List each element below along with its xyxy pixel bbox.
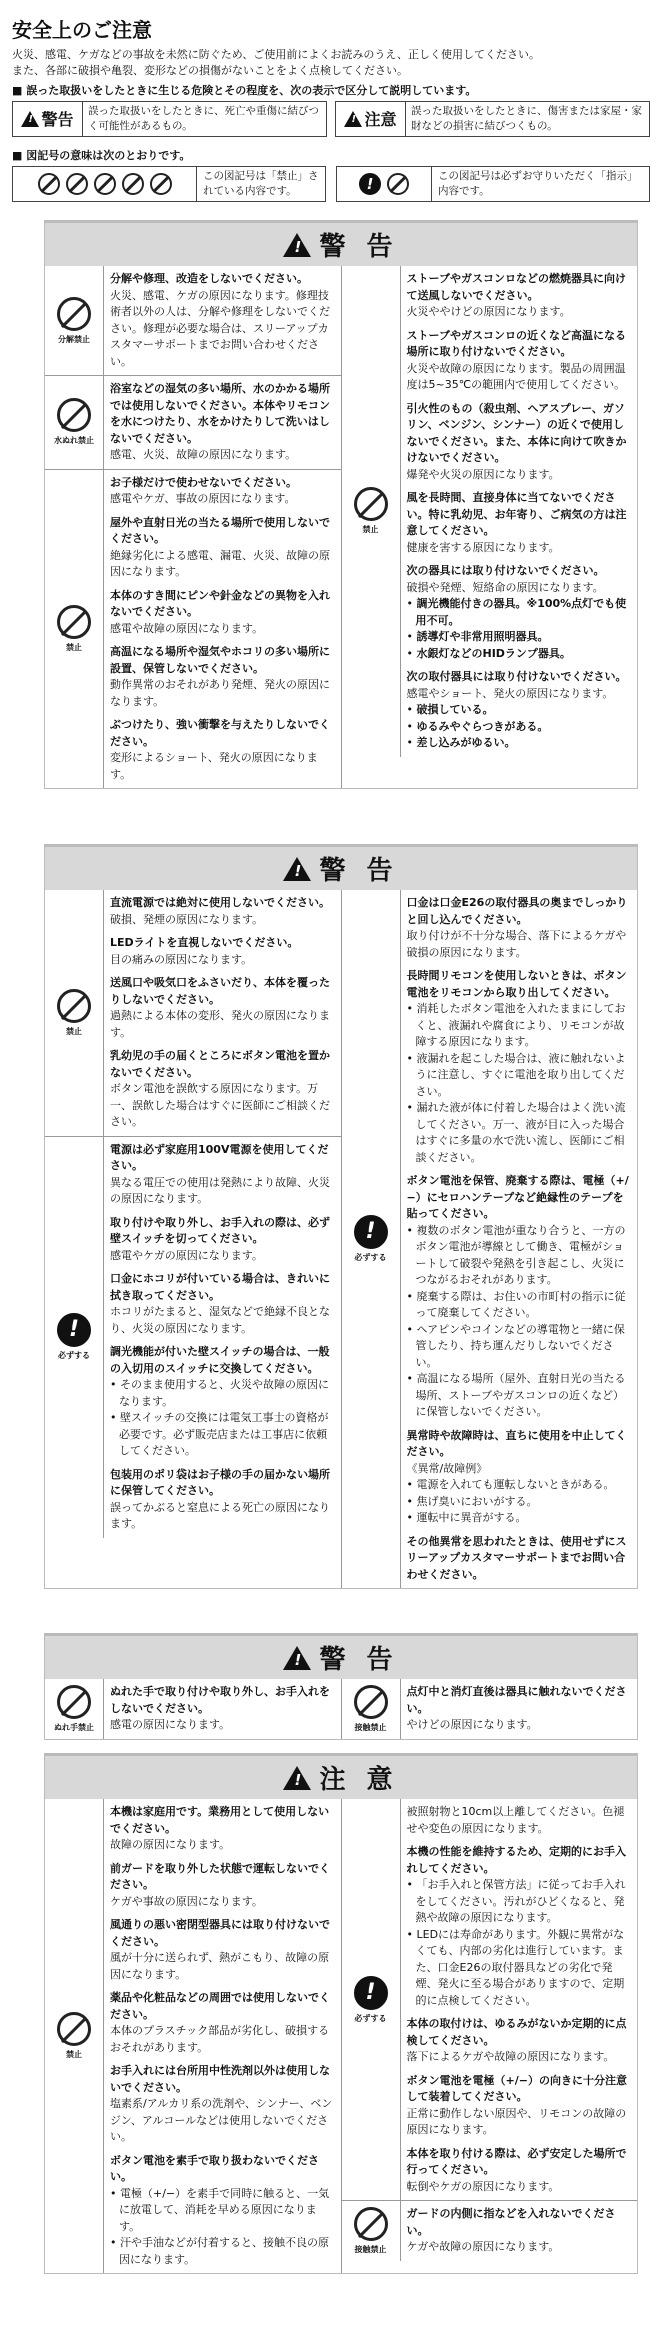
warning-item	[407, 2146, 632, 2196]
warning-detail: やけどの原因になります。	[406, 1718, 538, 1731]
warning-heading: 長時間リモコンを使用しないときは、ボタン電池をリモコンから取り出してください。	[406, 969, 627, 999]
panel-column-right	[341, 1679, 638, 1739]
warning-item	[407, 328, 632, 394]
warning-item	[110, 1467, 335, 1533]
warning-item	[110, 1917, 335, 1983]
bullet-item: • 焦げ臭いにおいがする。	[406, 1494, 538, 1508]
warning-item	[110, 1215, 335, 1265]
warning-item	[407, 1428, 632, 1527]
warning-detail: 正常に動作しない原因や、リモコンの故障の原因になります。	[406, 2106, 627, 2136]
warning-detail: 感電やケガ、事故の原因になります。	[110, 492, 296, 505]
warning-detail: 《異常/故障例》	[406, 1461, 488, 1475]
prohibit-icon	[354, 487, 388, 521]
panel-column-right	[341, 890, 638, 1588]
warning-triangle-icon	[283, 857, 311, 881]
warning-triangle-icon	[283, 233, 311, 257]
warning-triangle-icon	[21, 111, 39, 127]
warning-item	[407, 1844, 632, 2009]
warning-item	[110, 1861, 335, 1911]
warning-item	[110, 975, 335, 1041]
warning-group	[45, 1137, 341, 1538]
panel-header	[45, 220, 637, 266]
prohibit-icon	[57, 1685, 91, 1719]
icon-caption: 接触禁止	[354, 2244, 387, 2254]
bullet-item: • 「お手入れと保管方法」に従ってお手入れをしてください。汚れがひどくなると、発熱や故障の原因になります。	[406, 1878, 626, 1924]
warning-item	[110, 2153, 335, 2269]
warning-heading: 送風口や吸気口をふさいだり、本体を覆ったりしないでください。	[110, 976, 330, 1006]
mandatory-icon	[359, 173, 381, 195]
mandatory-icon	[57, 1313, 91, 1347]
warning-heading: 次の器具には取り付けないでください。	[406, 564, 605, 577]
warning-heading: ぶつけたり、強い衝撃を与えたりしないでください。	[110, 718, 330, 748]
warning-item	[110, 1344, 335, 1460]
intro-line-1: 火災、感電、ケガなどの事故を未然に防ぐため、ご使用前によくお読みのうえ、正しく使用してください。	[12, 48, 540, 61]
warning-detail: ホコリがたまると、湿気などで絶縁不良となり、火災の原因になります。	[110, 1305, 330, 1335]
warning-group	[342, 1799, 638, 2201]
warning-heading: 本機は家庭用です。業務用として使用しないでください。	[110, 1805, 330, 1835]
warning-heading: ボタン電池を保管、廃棄する際は、電極（+/−）にセロハンテープなど絶縁性のテープを貼ってください。	[406, 1174, 629, 1220]
warning-heading: 風を長時間、直接身体に当てないでください。特に乳幼児、お年寄り、ご病気の方は注意してください。	[406, 491, 627, 537]
bullet-item: • そのまま使用すると、火災や故障の原因になります。	[110, 1378, 329, 1408]
caution-triangle-icon	[344, 111, 362, 127]
symbol-prohibit: この図記号は「禁止」されている内容です。	[12, 166, 326, 202]
icon-caption: 禁止	[66, 2050, 82, 2059]
prohibit-icon	[57, 297, 91, 331]
bullet-item: • 誘導灯や非常用照明器具。	[406, 630, 549, 643]
warning-detail: 感電やケガの原因になります。	[110, 1248, 263, 1262]
warning-heading: 包装用のポリ袋はお子様の手の届かない場所に保管してください。	[110, 1467, 330, 1497]
bullet-item: • ゆるみやぐらつきがある。	[406, 719, 549, 733]
icon-caption: ぬれ手禁止	[54, 1722, 94, 1732]
warning-item	[110, 1990, 335, 2056]
caution-panel	[44, 1753, 638, 2274]
warning-item	[407, 968, 632, 1166]
warning-detail: 感電、火災、故障の原因になります。	[110, 448, 297, 461]
bullet-item: • 消耗したボタン電池を入れたままにしておくと、液漏れや腐食により、リモコンが故障する原因になります。	[406, 1002, 626, 1048]
panel-column-left	[45, 890, 341, 1588]
warning-heading: 前ガードを取り外した状態で運転しないでください。	[110, 1861, 330, 1891]
warning-group	[342, 2201, 638, 2261]
icon-caption: 分解禁止	[58, 334, 90, 344]
warning-detail: 火災や故障の原因になります。製品の周囲温度は5~35℃の範囲内で使用してください。	[406, 361, 626, 391]
warning-detail: 破損、発煙の原因になります。	[110, 912, 264, 926]
warning-heading: その他異常を思われたときは、使用せずにスリーアップカスタマーサポートまでお問い合わせください。	[406, 1534, 627, 1581]
panel-title: 警 告	[319, 856, 399, 886]
warning-item	[110, 515, 335, 581]
warning-detail: 絶縁劣化による感電、漏電、火災、故障の原因になります。	[110, 548, 330, 578]
symbols-title: ■ 図記号の意味は次のとおりです。	[12, 148, 191, 162]
warning-heading: ストーブやガスコンロなどの燃焼器具に向けて送風しないでください。	[406, 272, 626, 302]
warning-heading: 本体のすき間にピンや針金などの異物を入れないでください。	[110, 588, 330, 618]
bullet-item: • 汗や手油などが付着すると、接触不良の原因になります。	[110, 2236, 329, 2266]
prohibit-icon	[38, 173, 60, 195]
warning-item	[110, 1684, 335, 1734]
warning-detail: ケガや故障の原因になります。	[406, 2240, 560, 2253]
symbol-legend	[12, 166, 650, 202]
icon-caption: 必ずする	[354, 1253, 387, 1262]
page-title: 安全上のご注意	[12, 18, 152, 42]
warning-heading: 異常時や故障時は、直ちに使用を中止してください。	[406, 1428, 627, 1458]
warning-detail: 塩素系/アルカリ系の洗剤や、シンナー、ベンジン、アルコールなどは使用しないでください。	[110, 2097, 333, 2143]
warning-detail: 落下によるケガや故障の原因になります。	[406, 2050, 615, 2063]
warning-item	[407, 1534, 632, 1584]
bullet-item: • 水銀灯などのHIDランプ器具。	[406, 646, 571, 660]
warning-heading: 本体の取付けは、ゆるみがないか定期的に点検してください。	[406, 2017, 627, 2047]
bullet-item: • ヘアピンやコインなどの導電物と一緒に保管したり、持ち運んだりしないでください。	[406, 1322, 625, 1369]
panel-title: 注 意	[319, 1765, 399, 1795]
warning-detail: 動作異常のおそれがあり発煙、発火の原因になります。	[110, 678, 330, 708]
warning-detail: 故障の原因になります。	[110, 1838, 231, 1851]
warning-panel-3	[44, 1633, 638, 1740]
bullet-item: • 電源を入れても運転しないときがある。	[406, 1478, 615, 1491]
bullet-item: • 液漏れを起こした場合は、液に触れないように注意し、すぐに電池を取り出してください。	[406, 1051, 626, 1098]
prohibit-icon	[354, 1685, 388, 1719]
warning-heading: 口金にホコリが付いている場合は、きれいに拭き取ってください。	[110, 1272, 330, 1302]
warning-item	[110, 644, 335, 710]
warning-triangle-icon	[283, 1646, 311, 1670]
warning-detail: ボタン電池を誤飲する原因になります。万一、誤飲した場合はすぐに医師にご相談ください。	[110, 1082, 330, 1128]
warning-group	[45, 1679, 341, 1739]
warning-heading: 浴室などの湿気の多い場所、水のかかる場所では使用しないでください。本体やリモコンを水につけたり、水をかけたりして洗いはしないでください。	[110, 382, 330, 445]
warning-group	[45, 470, 341, 789]
hazard-lead: ■ 誤った取扱いをしたときに生じる危険とその程度を、次の表示で区分して説明しています。	[12, 83, 477, 97]
warning-group	[342, 1679, 638, 1739]
bullet-item: • 壁スイッチの交換には電気工事士の資格が必要です。必ず販売店または工事店に依頼してください。	[110, 1411, 329, 1457]
icon-caption: 禁止	[66, 642, 82, 652]
prohibit-icon	[57, 605, 91, 639]
warning-heading: お手入れには台所用中性洗剤以外は使用しないでください。	[110, 2064, 330, 2094]
warning-detail: 被照射物と10cm以上離してください。色褪せや変色の原因になります。	[406, 1805, 625, 1835]
panel-header	[45, 1633, 637, 1679]
warning-item	[110, 1142, 335, 1208]
legend-warning: ! 警告 誤った取扱いをしたときに、死亡や重傷に結びつく可能性があるもの。	[12, 101, 327, 137]
warning-item	[110, 1048, 335, 1131]
warning-detail: 転倒やケガの原因になります。	[406, 2179, 560, 2193]
no-wet-icon	[122, 173, 144, 195]
warning-item	[110, 271, 335, 370]
icon-caption: 接触禁止	[354, 1722, 387, 1732]
panel-header	[45, 844, 637, 890]
warning-item	[407, 1684, 632, 1734]
warning-detail: 火災、感電、ケガの原因になります。修理技術者以外の人は、分解や修理をしないでください。修理が必要な場合は、スリーアップカスタマーサポートまでお問い合わせください。	[110, 288, 330, 368]
mandatory-icon	[354, 1215, 388, 1249]
warning-detail: 感電の原因になります。	[110, 1718, 231, 1731]
bullet-item: • 調光機能付きの器具。※100%点灯でも使用不可。	[406, 597, 627, 627]
warning-item	[110, 1271, 335, 1337]
warning-heading: 直流電源では絶対に使用しないでください。	[110, 896, 330, 909]
warning-item	[407, 1173, 632, 1421]
warning-detail: 破損や発煙、短絡命の原因になります。	[406, 580, 604, 594]
bullet-item: • 差し込みがゆるい。	[406, 736, 516, 749]
warning-heading: 高温になる場所や湿気やホコリの多い場所に設置、保管しないでください。	[110, 645, 330, 675]
bullet-item: • 漏れた液が体に付着した場合はよく洗い流してください。万一、液が目に入った場合はすぐに多量の水で洗い流し、医師にご相談ください。	[406, 1101, 626, 1164]
warning-heading: ボタン電池を電極（+/−）の向きに十分注意して装着してください。	[406, 2073, 627, 2103]
warning-item	[407, 895, 632, 961]
bullet-item: • 破損している。	[406, 703, 494, 716]
warning-detail: 異なる電圧での使用は発熱により故障、火災の原因になります。	[110, 1175, 330, 1205]
warning-item	[407, 401, 632, 484]
warning-heading: 分解や修理、改造をしないでください。	[110, 272, 308, 285]
warning-item	[110, 381, 335, 464]
warning-detail: 本体のプラスチック部品が劣化し、破損するおそれがあります。	[110, 2024, 330, 2054]
warning-item	[407, 2206, 632, 2256]
warning-item	[407, 2016, 632, 2066]
warning-heading: 本機の性能を維持するため、定期的にお手入れしてください。	[406, 1845, 627, 1875]
warning-heading: 調光機能が付いた壁スイッチの場合は、一般の入切用のスイッチに交換してください。	[110, 1345, 330, 1375]
warning-detail: 誤ってかぶると窒息による死亡の原因になります。	[110, 1500, 330, 1530]
warning-heading: 取り付けや取り外し、お手入れの際は、必ず壁スイッチを切ってください。	[110, 1215, 330, 1245]
warning-heading: 乳幼児の手の届くところにボタン電池を置かないでください。	[110, 1049, 330, 1079]
prohibit-icon	[387, 173, 409, 195]
no-touch-icon	[150, 173, 172, 195]
warning-heading: 電源は必ず家庭用100V電源を使用してください。	[110, 1142, 329, 1172]
warning-heading: 引火性のもの（殺虫剤、ヘアスプレー、ガソリン、ベンジン、シンナー）の近くで使用しないでください。また、本体に向けて吹きかけないでください。	[406, 401, 627, 464]
no-disassembly-icon	[94, 173, 116, 195]
icon-caption: 禁止	[362, 525, 379, 535]
prohibit-icon	[57, 2012, 91, 2046]
warning-item	[110, 1804, 335, 1854]
warning-heading: 屋外や直射日光の当たる場所で使用しないでください。	[110, 515, 330, 545]
warning-heading: お子様だけで使わせないでください。	[110, 475, 297, 489]
warning-heading: 風通りの悪い密閉型器具には取り付けないでください。	[110, 1918, 330, 1948]
warning-detail: 過熱による本体の変形、発火の原因になります。	[110, 1009, 330, 1039]
warning-item	[407, 669, 632, 752]
warning-panel-2	[44, 844, 638, 1589]
bullet-item: • 廃棄する際は、お住いの市町村の指示に従って廃棄してください。	[406, 1289, 626, 1319]
warning-item	[407, 563, 632, 662]
warning-group	[45, 890, 341, 1137]
panel-column-right	[341, 1799, 638, 2273]
warning-triangle-icon	[283, 1766, 311, 1790]
warning-group	[342, 266, 638, 757]
warning-item	[110, 717, 335, 783]
intro-line-2: また、各部に破損や亀裂、変形などの損傷がないことをよく点検してください。	[12, 63, 408, 77]
warning-heading: ストーブやガスコンロの近くなど高温になる場所に取り付けないでください。	[406, 328, 626, 358]
warning-detail: 取り付けが不十分な場合、落下によるケガや破損の原因になります。	[406, 929, 627, 959]
warning-item	[110, 935, 335, 968]
bullet-item: • LEDには寿命があります。外観に異常がなくても、内部の劣化は進行しています。また、口金E26の取付器具などの劣化で発煙、発火に至る場合がありますので、定期的に点検してください。	[406, 1927, 625, 2007]
warning-item	[407, 2073, 632, 2139]
icon-caption: 禁止	[66, 1026, 82, 1036]
warning-item	[110, 588, 335, 638]
panel-column-left	[45, 266, 341, 788]
warning-heading: ぬれた手で取り付けや取り外し、お手入れをしないでください。	[110, 1685, 330, 1715]
warning-heading: 次の取付器具には取り付けないでください。	[406, 670, 627, 683]
panel-title: 警 告	[319, 1645, 399, 1675]
hazard-legend	[12, 101, 650, 137]
panel-column-right	[341, 266, 638, 788]
prohibit-icon	[66, 173, 88, 195]
prohibit-icon	[57, 989, 91, 1023]
warning-heading: ボタン電池を素手で取り扱わないでください。	[110, 2153, 319, 2183]
icon-caption: 必ずする	[354, 2013, 387, 2023]
panel-column-left	[45, 1799, 341, 2273]
warning-group	[342, 890, 638, 1588]
panel-header	[45, 1753, 637, 1799]
warning-heading: 口金は口金E26の取付器具の奥までしっかりと回し込んでください。	[406, 896, 628, 926]
warning-detail: 風が十分に送られず、熱がこもり、故障の原因になります。	[110, 1951, 330, 1981]
warning-detail: ケガや事故の原因になります。	[110, 1894, 263, 1908]
prohibit-icon	[57, 398, 91, 432]
warning-detail: 火災ややけどの原因になります。	[406, 305, 571, 318]
warning-heading: 本体を取り付ける際は、必ず安定した場所で行ってください。	[406, 2146, 627, 2176]
warning-detail: 感電や故障の原因になります。	[110, 621, 264, 635]
icon-caption: 必ずする	[58, 1351, 90, 1360]
warning-detail: 変形によるショート、発火の原因になります。	[110, 751, 318, 781]
panel-column-left	[45, 1679, 341, 1739]
warning-item	[110, 2063, 335, 2146]
warning-detail: 目の痛みの原因になります。	[110, 952, 253, 966]
warning-detail: 感電やショート、発火の原因になります。	[406, 686, 614, 700]
warning-heading: 点灯中と消灯直後は器具に触れないでください。	[406, 1685, 627, 1715]
warning-detail: 健康を害する原因になります。	[406, 540, 560, 554]
symbol-mandatory: ! この図記号は必ずお守りいただく「指示」内容です。	[336, 166, 650, 202]
warning-group	[45, 266, 341, 376]
warning-detail: 爆発や火災の原因になります。	[406, 467, 560, 481]
bullet-item: • 高温になる場所（屋外、直射日光の当たる場所、ストーブやガスコンロの近くなど）に保管しないでください。	[406, 1372, 626, 1418]
bullet-item: • 複数のボタン電池が重なり合うと、一方のボタン電池が導線として働き、電極がショートして破裂や発熱を引き起こし、火災につながるおそれがあります。	[406, 1223, 626, 1286]
panel-title: 警 告	[319, 232, 399, 262]
warning-item	[407, 1804, 632, 1837]
legend-caution: ! 注意 誤った取扱いをしたときに、傷害または家屋・家財などの損害に結びつくもの。	[335, 101, 650, 137]
bullet-item: • 運転中に異音がする。	[406, 1511, 527, 1524]
warning-item	[110, 895, 335, 928]
icon-caption: 水ぬれ禁止	[54, 436, 94, 446]
warning-heading: 薬品や化粧品などの周囲では使用しないでください。	[110, 1991, 330, 2021]
mandatory-icon	[354, 1976, 388, 2010]
bullet-item: • 電極（+/−）を素手で同時に触ると、一気に放電して、消耗を早める原因になります。	[110, 2186, 330, 2233]
warning-heading: ガードの内側に指などを入れないでください。	[406, 2207, 616, 2237]
warning-item	[407, 271, 632, 321]
warning-item	[110, 475, 335, 508]
warning-panel-1	[44, 220, 638, 789]
warning-item	[407, 490, 632, 556]
warning-heading: LEDライトを直視しないでください。	[110, 936, 299, 949]
warning-group	[45, 376, 341, 470]
warning-group	[45, 1799, 341, 2273]
prohibit-icon	[354, 2207, 388, 2241]
